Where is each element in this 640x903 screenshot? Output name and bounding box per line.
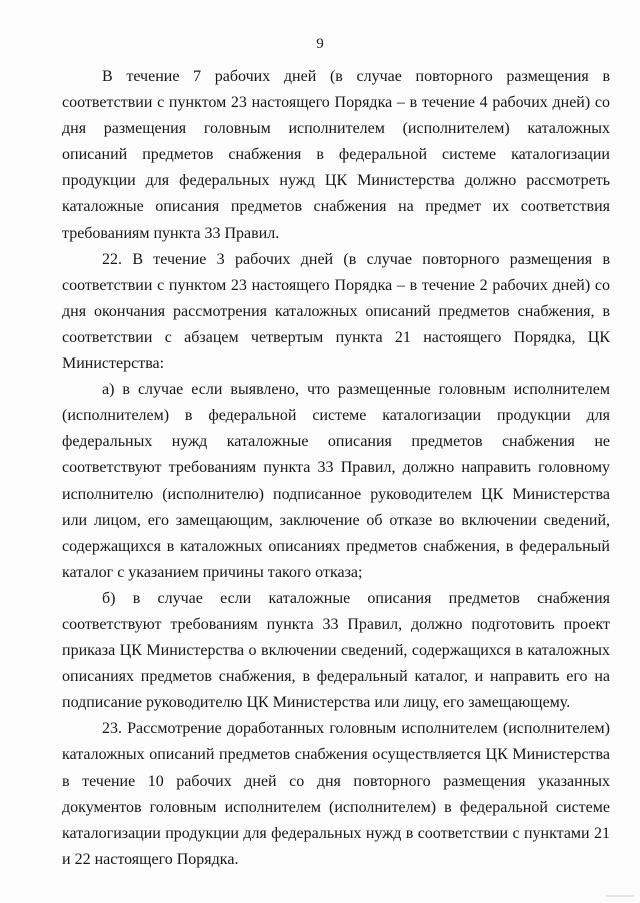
- paragraph-22-a: а) в случае если выявлено, что размещенные головным исполнителем (исполнителем) в федеральной системе каталогизации продукции для федеральных нужд каталожные описания предметов снабжения не соответствуют требованиям пункта 33 Правил, должно направить головному исполнителю (исполнителю) подписанное руководителем ЦК Министерства или лицом, его замещающим, заключение об отказе во включении сведений, содержащихся в каталожных описаниях предметов снабжения, в федеральный каталог с указанием причины такого отказа;: [62, 381, 610, 581]
- paragraph-22: 22. В течение 3 рабочих дней (в случае повторного размещения в соответствии с пунктом 23 настоящего Порядка – в течение 2 рабочих дней) со дня окончания рассмотрения каталожных описаний предметов снабжения, в соответствии с абзацем четвертым пункта 21 настоящего Порядка, ЦК Министерства:: [62, 250, 610, 373]
- paragraph-22-b: б) в случае если каталожные описания предметов снабжения соответствуют требованиям пункта 33 Правил, должно подготовить проект приказа ЦК Министерства о включении сведений, содержащихся в каталожных описаниях предметов снабжения, в федеральный каталог, и направить его на подписание руководителю ЦК Министерства или лицу, его замещающему.: [62, 589, 610, 712]
- document-body: [62, 64, 610, 873]
- scan-artifact: [606, 895, 634, 897]
- page-number: 9: [316, 36, 324, 52]
- paragraph-23: 23. Рассмотрение доработанных головным исполнителем (исполнителем) каталожных описаний предметов снабжения осуществляется ЦК Министерства в течение 10 рабочих дней со дня повторного размещения указанных документов головным исполнителем (исполнителем) в федеральной системе каталогизации продукции для федеральных нужд в соответствии с пунктами 21 и 22 настоящего Порядка.: [62, 720, 610, 868]
- paragraph-21-continued: В течение 7 рабочих дней (в случае повторного размещения в соответствии с пунктом 23 настоящего Порядка – в течение 4 рабочих дней) со дня размещения головным исполнителем (исполнителем) каталожных описаний предметов снабжения в федеральной системе каталогизации продукции для федеральных нужд ЦК Министерства должно рассмотреть каталожные описания предметов снабжения на предмет их соответствия требованиям пункта 33 Правил.: [62, 68, 610, 242]
